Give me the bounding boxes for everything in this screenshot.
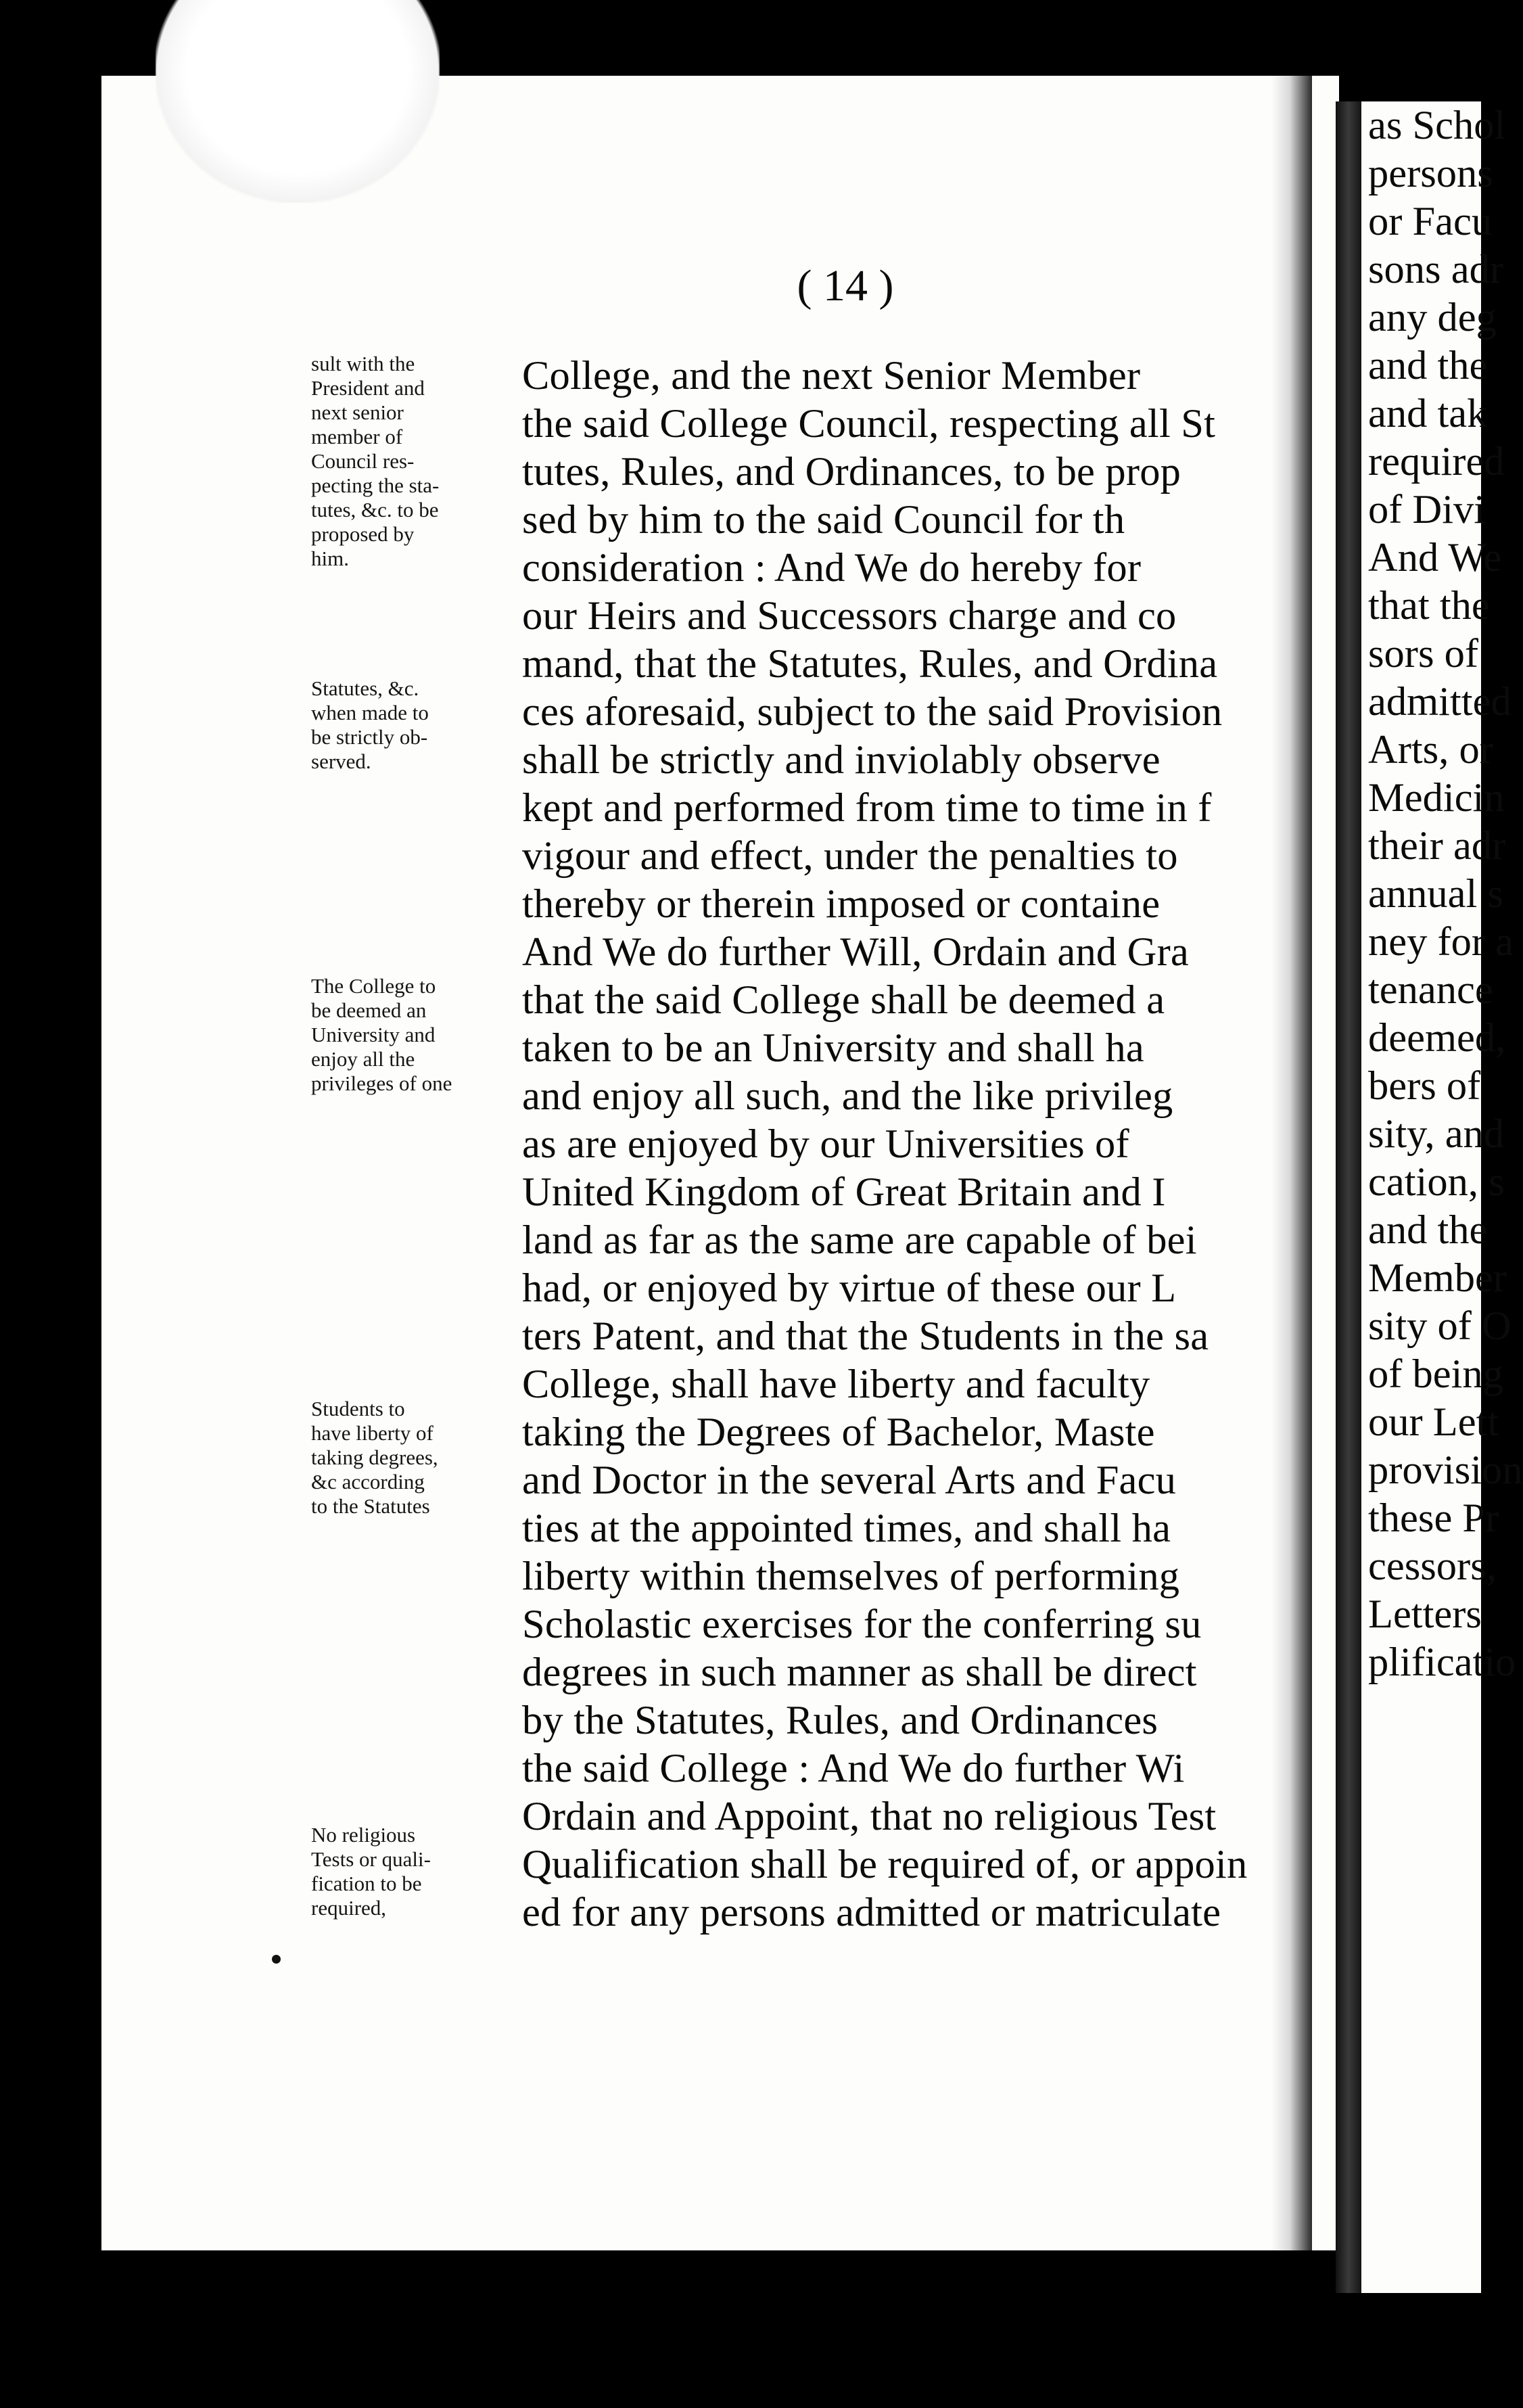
- margin-note-line: to the Statutes: [311, 1494, 430, 1518]
- right-text-line: and the: [1368, 1207, 1488, 1253]
- margin-note-line: Statutes, &c.: [311, 676, 419, 700]
- text-line: by the Statutes, Rules, and Ordinances: [522, 1698, 1158, 1743]
- book-gutter: [1336, 101, 1361, 2293]
- margin-note-line: fication to be: [311, 1872, 422, 1895]
- right-text-line: or Facu: [1368, 199, 1493, 244]
- text-line: United Kingdom of Great Britain and I: [522, 1170, 1166, 1215]
- right-text-line: cation, s: [1368, 1159, 1505, 1205]
- margin-note-line: Tests or quali-: [311, 1847, 431, 1871]
- text-line: ties at the appointed times, and shall ha: [522, 1506, 1171, 1551]
- text-line: shall be strictly and inviolably observe: [522, 737, 1161, 783]
- margin-note-line: pecting the sta-: [311, 473, 440, 497]
- text-line: that the said College shall be deemed a: [522, 977, 1165, 1023]
- margin-note-line: served.: [311, 749, 371, 773]
- text-line: ed for any persons admitted or matriculate: [522, 1890, 1221, 1935]
- right-text-line: deemed,: [1368, 1015, 1506, 1061]
- text-line: And We do further Will, Ordain and Gra: [522, 929, 1189, 975]
- text-line: as are enjoyed by our Universities of: [522, 1121, 1129, 1167]
- right-text-line: of Divi: [1368, 487, 1486, 532]
- margin-note-religious-tests: [311, 1823, 514, 1920]
- margin-note-line: Council res-: [311, 449, 415, 473]
- text-line: the said College : And We do further Wi: [522, 1746, 1185, 1791]
- text-line: had, or enjoyed by virtue of these our L: [522, 1266, 1177, 1311]
- text-line: taken to be an University and shall ha: [522, 1025, 1144, 1071]
- right-text-line: and tak: [1368, 391, 1488, 436]
- right-text-line: required: [1368, 439, 1505, 484]
- margin-note-line: member of: [311, 425, 403, 448]
- right-text-line: their adr: [1368, 823, 1506, 869]
- right-text-line: Arts, or: [1368, 727, 1493, 772]
- margin-note-line: next senior: [311, 400, 404, 424]
- margin-note-line: sult with the: [311, 352, 415, 375]
- right-text-line: of being: [1368, 1351, 1503, 1397]
- margin-note-statutes: [311, 676, 514, 774]
- text-line: consideration : And We do hereby for: [522, 545, 1142, 591]
- right-text-line: sity of O: [1368, 1303, 1512, 1349]
- text-line: vigour and effect, under the penalties to: [522, 833, 1178, 879]
- right-text-line: admitted: [1368, 679, 1512, 724]
- text-line: degrees in such manner as shall be direct: [522, 1650, 1197, 1695]
- right-text-line: And We: [1368, 535, 1502, 580]
- text-line: sed by him to the said Council for th: [522, 497, 1125, 542]
- margin-note-line: be deemed an: [311, 998, 427, 1022]
- margin-note-line: him.: [311, 547, 349, 570]
- margin-note-line: &c according: [311, 1470, 425, 1494]
- margin-note-line: privileges of one: [311, 1071, 452, 1095]
- text-line: Scholastic exercises for the conferring su: [522, 1602, 1202, 1647]
- text-line: taking the Degrees of Bachelor, Maste: [522, 1410, 1155, 1455]
- right-text-line: cessors,: [1368, 1544, 1497, 1589]
- right-text-line: provision: [1368, 1448, 1523, 1493]
- ink-speck: [272, 1955, 281, 1964]
- text-line: Qualification shall be required of, or appoin: [522, 1842, 1248, 1887]
- margin-note-university: [311, 974, 514, 1096]
- text-line: mand, that the Statutes, Rules, and Ordina: [522, 641, 1218, 687]
- text-line: College, and the next Senior Member: [522, 353, 1141, 398]
- page-number: ( 14 ): [797, 261, 894, 310]
- margin-note-line: No religious: [311, 1823, 416, 1847]
- right-text-line: that the: [1368, 583, 1490, 628]
- right-text-line: sons adr: [1368, 247, 1503, 292]
- right-text-line: these Pr: [1368, 1496, 1499, 1541]
- margin-note-line: required,: [311, 1896, 387, 1920]
- margin-note-line: be strictly ob-: [311, 725, 428, 749]
- text-line: Ordain and Appoint, that no religious Test: [522, 1794, 1217, 1839]
- margin-note-line: when made to: [311, 701, 429, 724]
- text-line: the said College Council, respecting all St: [522, 401, 1216, 446]
- right-text-line: our Lett: [1368, 1399, 1499, 1445]
- right-text-line: Member: [1368, 1255, 1507, 1301]
- text-line: ters Patent, and that the Students in the sa: [522, 1314, 1209, 1359]
- text-line: and enjoy all such, and the like privileg: [522, 1073, 1173, 1119]
- right-text-line: tenance: [1368, 967, 1493, 1013]
- text-line: thereby or therein imposed or containe: [522, 881, 1161, 927]
- right-text-line: persons: [1368, 151, 1493, 196]
- right-text-line: bers of: [1368, 1063, 1481, 1109]
- right-page: [1361, 101, 1523, 2293]
- right-text-line: Letters: [1368, 1592, 1482, 1637]
- right-text-line: any deg: [1368, 295, 1497, 340]
- right-text-line: sity, and: [1368, 1111, 1505, 1157]
- right-text-line: Medicin: [1368, 775, 1505, 820]
- margin-note-line: The College to: [311, 974, 436, 998]
- margin-note-line: tutes, &c. to be: [311, 498, 439, 522]
- text-line: ces aforesaid, subject to the said Provision: [522, 689, 1223, 735]
- text-line: our Heirs and Successors charge and co: [522, 593, 1177, 639]
- right-text-line: ney for a: [1368, 919, 1514, 965]
- right-text-line: sors of: [1368, 631, 1479, 676]
- right-page-text-column: [1368, 101, 1523, 1745]
- right-text-line: plificatio: [1368, 1640, 1516, 1685]
- margin-note-line: President and: [311, 376, 425, 400]
- margin-note-line: proposed by: [311, 522, 415, 546]
- right-text-line: as Schol: [1368, 103, 1506, 148]
- text-line: and Doctor in the several Arts and Facu: [522, 1458, 1177, 1503]
- margin-note-line: taking degrees,: [311, 1445, 438, 1469]
- torn-page-corner: [156, 0, 440, 203]
- margin-note-line: University and: [311, 1023, 436, 1046]
- margin-note-line: enjoy all the: [311, 1047, 415, 1071]
- text-line: liberty within themselves of performing: [522, 1554, 1180, 1599]
- main-text-column: [522, 352, 1337, 1995]
- text-line: tutes, Rules, and Ordinances, to be prop: [522, 449, 1181, 494]
- text-line: kept and performed from time to time in f: [522, 785, 1212, 831]
- text-line: land as far as the same are capable of bei: [522, 1218, 1197, 1263]
- margin-note-line: Students to: [311, 1397, 405, 1420]
- right-text-line: and the: [1368, 343, 1488, 388]
- margin-note-degrees: [311, 1397, 514, 1519]
- margin-note-council: [311, 352, 514, 571]
- right-text-line: annual s: [1368, 871, 1503, 917]
- margin-note-line: have liberty of: [311, 1421, 434, 1445]
- text-line: College, shall have liberty and faculty: [522, 1362, 1150, 1407]
